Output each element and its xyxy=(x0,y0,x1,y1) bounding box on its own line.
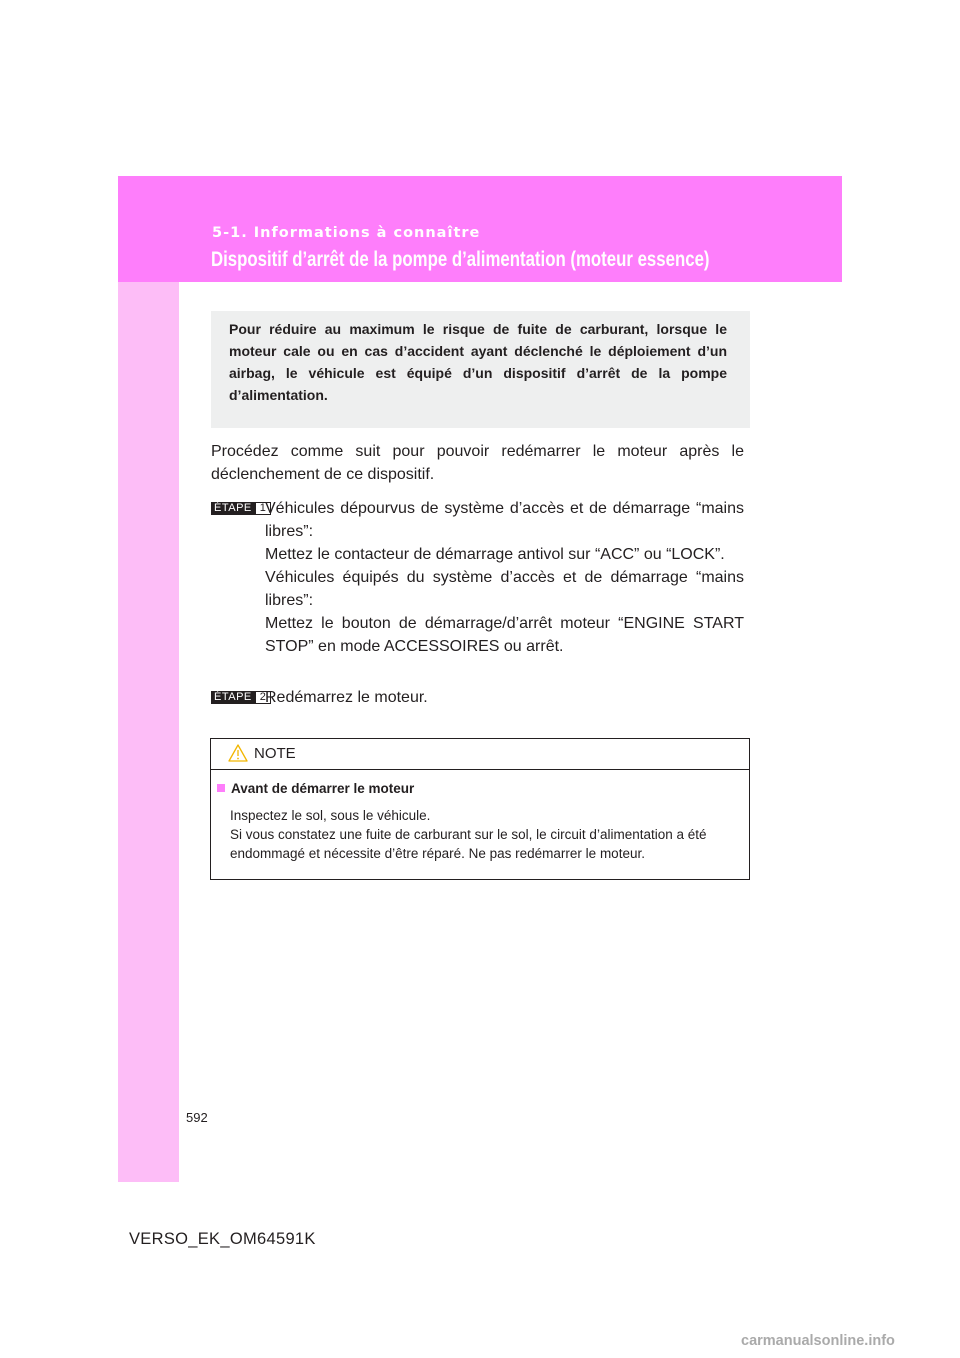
page-title: Dispositif d’arrêt de la pompe d’alimentation (moteur essence) xyxy=(211,248,710,271)
step-1-word: ÉTAPE xyxy=(211,502,255,515)
note-heading xyxy=(217,781,414,796)
step-1-line: Véhicules dépourvus de système d’accès et de démarrage “mains libres”: xyxy=(265,500,744,540)
note-line: Si vous constatez une fuite de carburant sur le sol, le circuit d’alimentation a été endommagé et nécessite d’être réparé. Ne pas redémarrer le moteur. xyxy=(230,827,707,861)
step-1-line: Véhicules équipés du système d’accès et de démarrage “mains libres”: xyxy=(265,569,744,609)
step-2-body xyxy=(265,686,744,709)
step-1-line: Mettez le contacteur de démarrage antivol sur “ACC” ou “LOCK”. xyxy=(265,546,725,563)
note-header xyxy=(211,739,749,770)
note-label: NOTE xyxy=(254,745,296,762)
step-1-tag xyxy=(211,502,271,515)
step-2-tag xyxy=(211,691,271,704)
note-line: Inspectez le sol, sous le véhicule. xyxy=(230,808,431,823)
step-1-line: Mettez le bouton de démarrage/d’arrêt moteur “ENGINE START STOP” en mode ACCESSOIRES ou arrêt. xyxy=(265,615,744,655)
section-label: 5-1. Informations à connaître xyxy=(212,225,481,241)
step-2-line: Redémarrez le moteur. xyxy=(265,689,428,706)
note-text xyxy=(230,806,746,863)
warning-triangle-icon xyxy=(228,744,248,762)
square-bullet-icon xyxy=(217,784,225,792)
step-2-number: 2 xyxy=(255,691,271,704)
step-1-number: 1 xyxy=(255,502,271,515)
note-box xyxy=(210,738,750,880)
intro-text: Pour réduire au maximum le risque de fuite de carburant, lorsque le moteur cale ou en cas d’accident ayant déclenché le déploiement d’un airbag, le véhicule est équipé d’un dispositif d’arrêt de la pompe d’alimentation. xyxy=(229,321,727,403)
page-number: 592 xyxy=(186,1110,208,1125)
step-2-word: ÉTAPE xyxy=(211,691,255,704)
step-1-body xyxy=(265,497,744,658)
footer-code: VERSO_EK_OM64591K xyxy=(129,1230,316,1248)
watermark: carmanualsonline.info xyxy=(741,1333,895,1349)
note-heading-text: Avant de démarrer le moteur xyxy=(231,781,415,796)
side-band xyxy=(118,176,179,1182)
procedure-text: Procédez comme suit pour pouvoir redémarrer le moteur après le déclenchement de ce dispositif. xyxy=(211,443,744,483)
